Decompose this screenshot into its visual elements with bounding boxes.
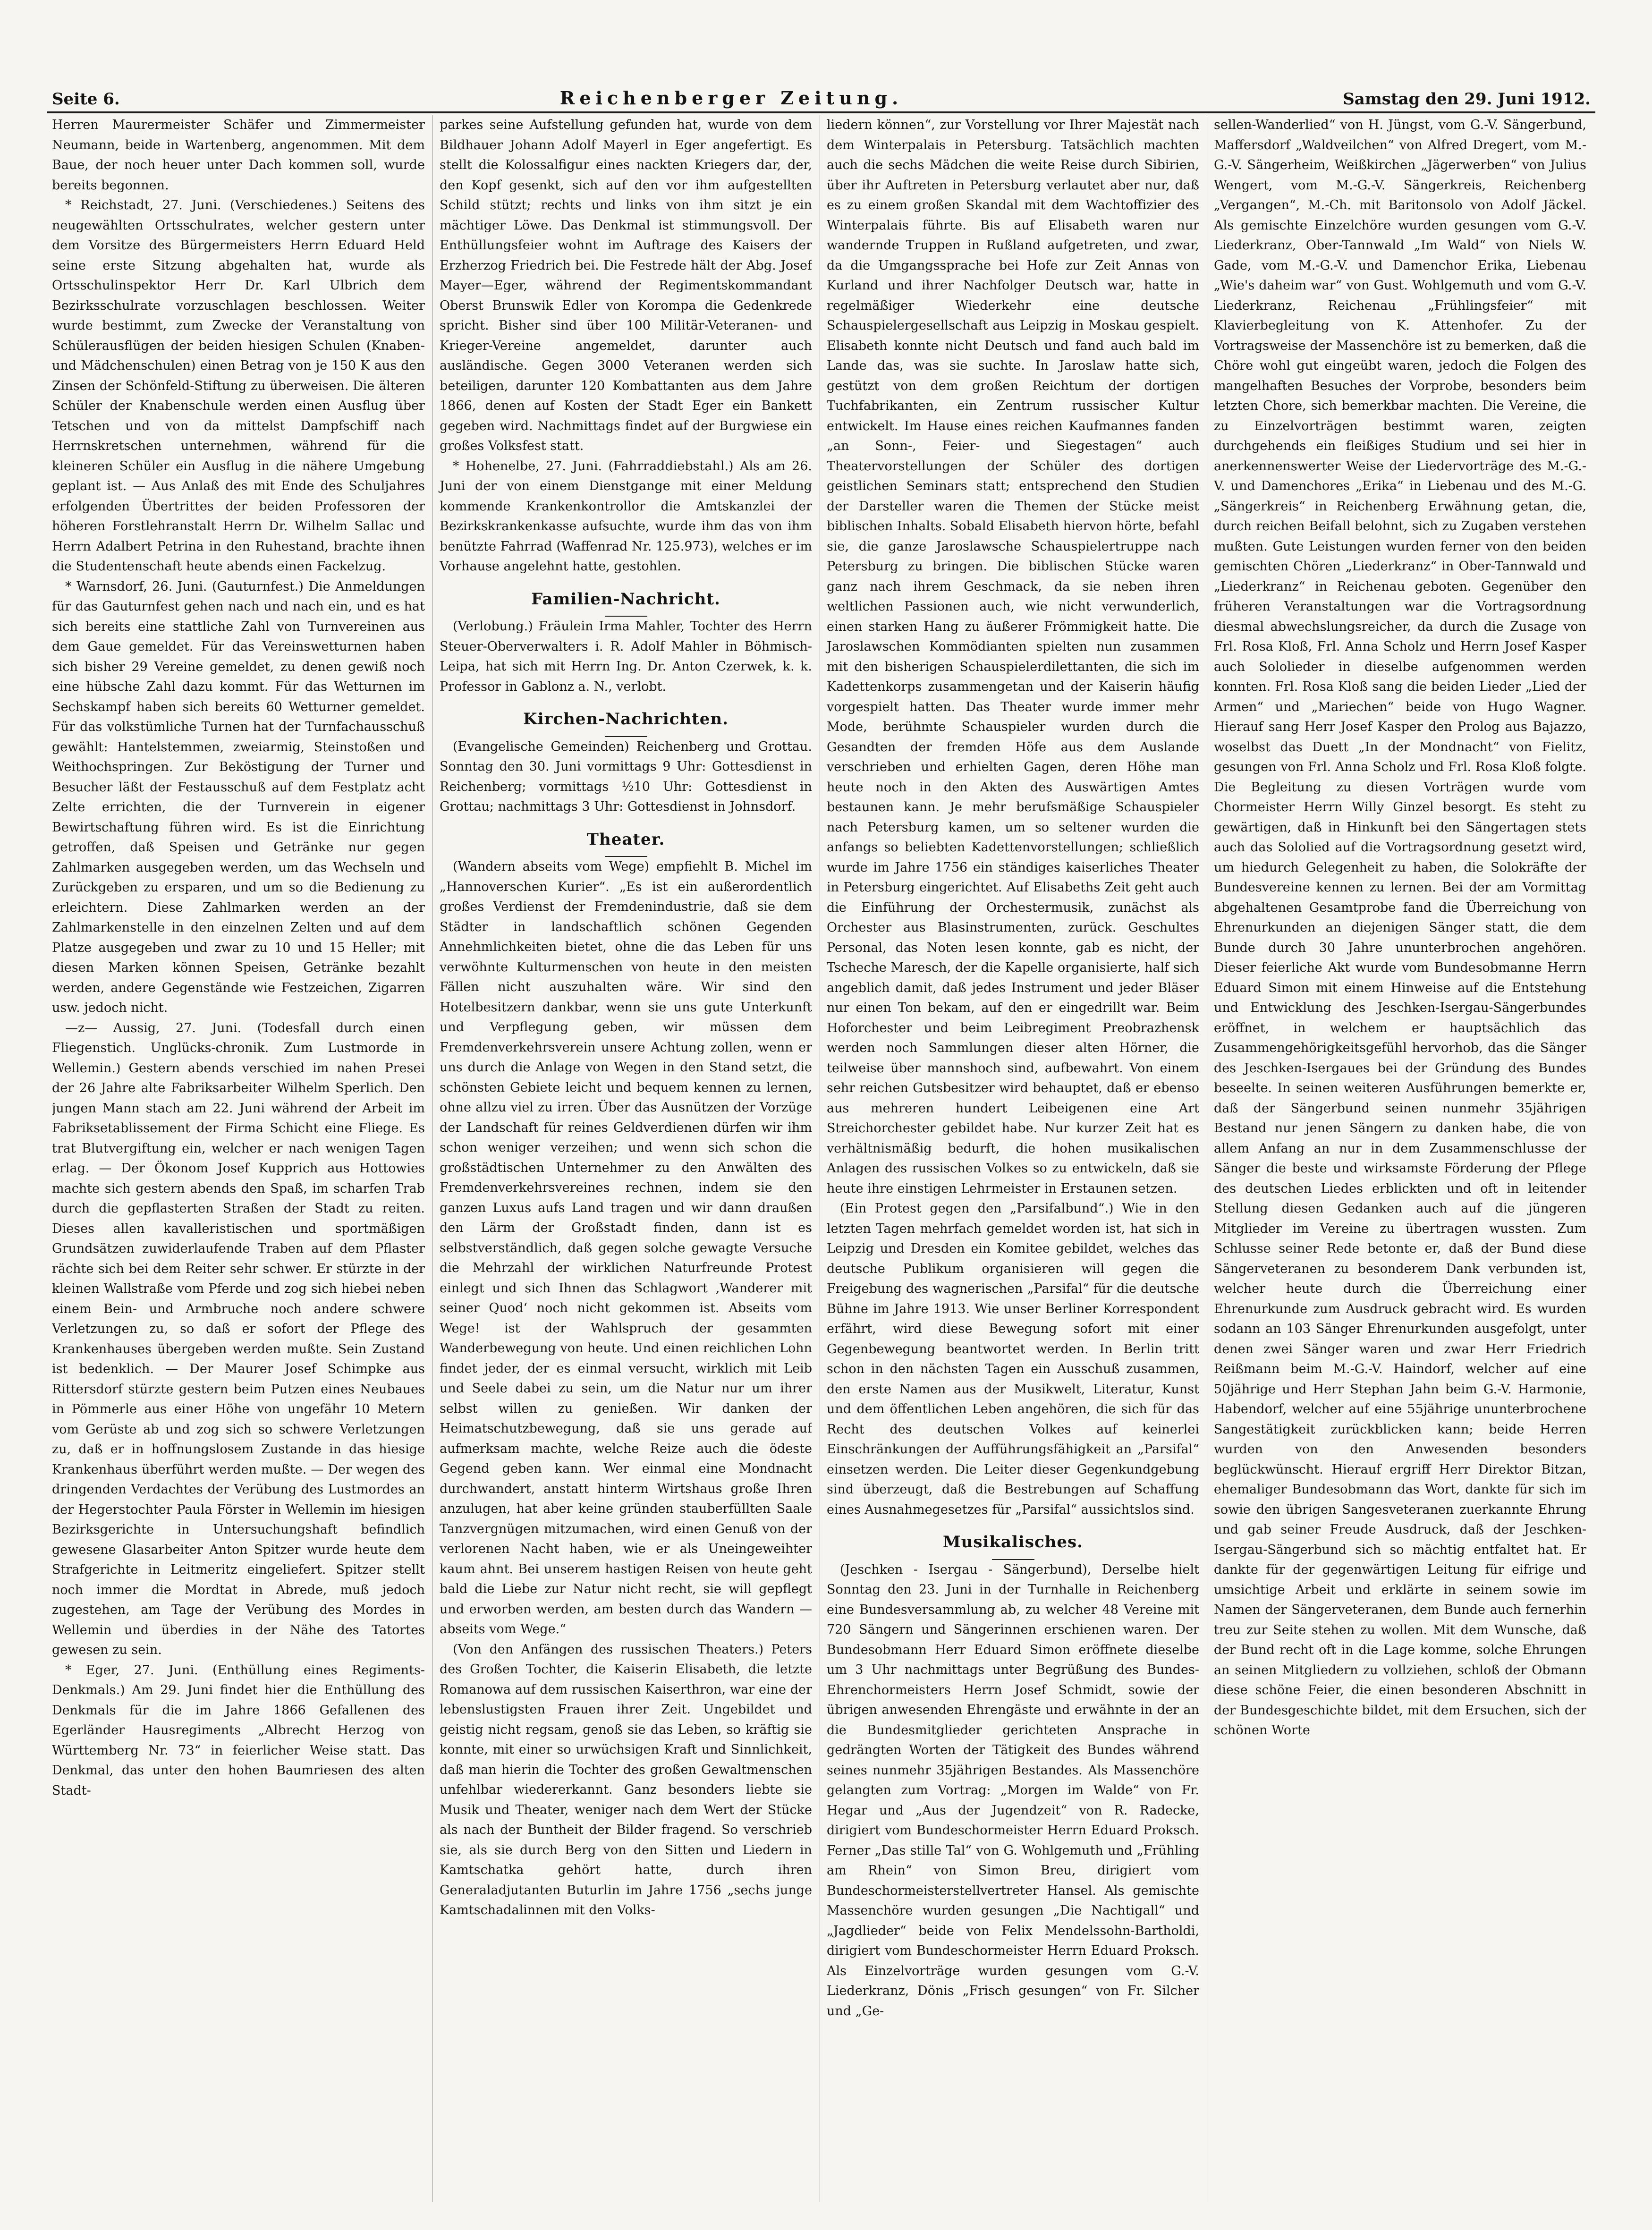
article-paragraph: * Hohenelbe, 27. Juni. (Fahrraddiebstahl.) Als am 26. Juni der von einem Dienstgange mit einer Meldung kommende Krankenkontrollor die Amtskanzlei der Bezirkskrankenkasse aufsuchte, wurde ihm das von ihm benützte Fahrrad (Waffenrad Nr. 125.973), welches er im Vorhause angelehnt hatte, gestohlen. [440, 458, 812, 574]
article-paragraph: * Eger, 27. Juni. (Enthüllung eines Regiments-Denkmals.) Am 29. Juni findet hier die Enthüllung des Denkmals für die im Jahre 1866 Gefallenen des Egerländer Hausregiments „Albrecht Herzog von Württemberg Nr. 73“ in feierlicher Weise statt. Das Denkmal, das unter den hohen Baumriesen des alten Stadt- [52, 1662, 425, 1798]
article-paragraph: (Verlobung.) Fräulein Irma Mahler, Tochter des Herrn Steuer-Oberverwalters i. R. Adolf Mahler in Böhmisch-Leipa, hat sich mit Herrn Ing. Dr. Anton Czerwek, k. k. Professor in Gablonz a. N., verlobt. [440, 619, 812, 694]
article-columns [52, 115, 1601, 2202]
column-2 [432, 115, 812, 2202]
page-number: Seite 6. [52, 90, 120, 109]
article-paragraph: —z— Aussig, 27. Juni. (Todesfall durch einen Fliegenstich. Unglücks-chronik. Zum Lustmorde in Wellemin.) Gestern abends verschied im nahen Presei der 26 Jahre alte Fabriksarbeiter Wilhelm Sperlich. Den jungen Mann stach am 22. Juni während der Arbeit im Fabriksetablissement der Firma Schicht eine Fliege. Es trat Blutvergiftung ein, welcher er nach wenigen Tagen erlag. — Der Ökonom Josef Kupprich aus Hottowies machte sich gestern abends den Spaß, im scharfen Trab durch die gepflasterten Straßen der Stadt zu reiten. Dieses allen kavalleristischen und sportmäßigen Grundsätzen zuwiderlaufende Traben auf dem Pflaster rächte sich bei dem Reiter sehr schwer. Er stürzte in der kleinen Wallstraße vom Pferde und zog sich hiebei neben einem Bein- und Armbruche noch andere schwere Verletzungen zu, so daß er sofort der Pflege des Krankenhauses übergeben werden mußte. Sein Zustand ist bedenklich. — Der Maurer Josef Schimpke aus Rittersdorf stürzte gestern beim Putzen eines Neubaues in Pömmerle aus einer Höhe von ungefähr 10 Metern vom Gerüste ab und zog sich so schwere Verletzungen zu, daß er in hoffnungslosem Zustande in das hiesige Krankenhaus überführt werden mußte. — Der wegen des dringenden Verdachtes der Verübung des Lustmordes an der Hegerstochter Paula Förster in Wellemin im hiesigen Bezirksgerichte in Untersuchungshaft befindlich gewesene Glasarbeiter Anton Spitzer wurde heute dem Strafgerichte in Leitmeritz eingeliefert. Spitzer stellt noch immer die Mordtat in Abrede, muß jedoch zugestehen, am Tage der Verübung des Mordes in Wellemin und überdies in der Nähe des Tatortes gewesen zu sein. [52, 1020, 425, 1657]
article-paragraph: liedern können“, zur Vorstellung vor Ihrer Majestät nach dem Winterpalais in Petersburg. Tatsächlich machten auch die sechs Mädchen die weite Reise durch Sibirien, über ihr Auftreten in Petersburg verlautet aber nur, daß es zu einem großen Skandal mit dem Wachtoffizier des Winterpalais führte. Bis auf Elisabeth waren nur wandernde Truppen in Rußland aufgetreten, und zwar, da die Umgangssprache bei Hofe zur Zeit Annas von Kurland und ihrer Nachfolger Deutsch war, hatte in regelmäßiger Wiederkehr eine deutsche Schauspielergesellschaft aus Leipzig in Moskau gespielt. Elisabeth konnte nicht Deutsch und fand auch bald im Lande das, was sie suchte. In Jaroslaw hatte sich, gestützt von dem großen Reichtum der dortigen Tuchfabrikanten, ein Zentrum russischer Kultur entwickelt. Im Hause eines reichen Kaufmannes fanden „an Sonn-, Feier- und Siegestagen“ auch Theatervorstellungen der Schüler des dortigen geistlichen Seminars statt; entsprechend den Studien der Darsteller waren die Themen der Stücke meist biblischen Inhalts. Sobald Elisabeth hiervon hörte, befahl sie, die ganze Jaroslawsche Schauspielertruppe nach Petersburg zu bringen. Die biblischen Stücke waren ganz nach ihrem Geschmack, da sie neben ihren weltlichen Passionen auch, wie nicht verwunderlich, einen starken Hang zu äußerer Frömmigkeit hatte. Die Jaroslawschen Kommödianten spielten nun zusammen mit den bisherigen Schauspielerdilettanten, die sich im Kadettenkorps zusammengetan und der Kaiserin häufig vorgespielt hatten. Das Theater wurde immer mehr Mode, berühmte Schauspieler wurden durch die Gesandten der fremden Höfe aus dem Auslande verschrieben und erhielten Gagen, deren Höhe man heute noch in den Akten des Auswärtigen Amtes bestaunen kann. Je mehr berufsmäßige Schauspieler nach Petersburg kamen, um so seltener wurden die anfangs so beliebten Kadettenvorstellungen; schließlich wurde im Jahre 1756 ein ständiges kaiserliches Theater in Petersburg eingerichtet. Auf Elisabeths Zeit geht auch die Einführung der Orchestermusik, zunächst als Orchester aus Blasinstrumenten, zurück. Geschultes Personal, das Noten lesen konnte, gab es nicht, der Tscheche Maresch, der die Kapelle organisierte, half sich angeblich damit, daß jedes Instrument und jeder Bläser nur einen Ton bekam, auf den er eingedrillt war. Beim Hoforchester und beim Leibregiment Preobrazhensk werden noch Sammlungen dieser alten Hörner, die teilweise über mannshoch sind, aufbewahrt. Von einem sehr reichen Gutsbesitzer wird behauptet, daß er ebenso aus mehreren hundert Leibeigenen eine Art Streichorchester gebildet habe. Nur kurzer Zeit hat es verhältnismäßig bedurft, die hohen musikalischen Anlagen des russischen Volkes so zu entwickeln, daß sie heute ihre einstigen Lehrmeister in Erstaunen setzen. [827, 118, 1199, 1196]
column-1 [52, 115, 425, 2202]
article-paragraph: parkes seine Aufstellung gefunden hat, wurde von dem Bildhauer Johann Adolf Mayerl in Eger angefertigt. Es stellt die Kolossalfigur eines nackten Kriegers dar, der, den Kopf gesenkt, sich auf den vor ihm aufgestellten Schild stützt; rechts und links von ihm sitzt je ein mächtiger Löwe. Das Denkmal ist stimmungsvoll. Der Enthüllungsfeier wohnt im Auftrage des Kaisers der Erzherzog Friedrich bei. Die Festrede hält der Abg. Josef Mayer—Eger, während der Regimentskommandant Oberst Brunswik Edler von Korompa die Gedenkrede spricht. Bisher sind über 100 Militär-Veteranen- und Krieger-Vereine angemeldet, darunter auch ausländische. Gegen 3000 Veteranen werden sich beteiligen, darunter 120 Kombattanten aus dem Jahre 1866, denen auf Kosten der Stadt Eger ein Bankett gegeben wird. Nachmittags findet auf der Burgwiese ein großes Volksfest statt. [440, 118, 812, 453]
masthead [52, 80, 1591, 109]
article-paragraph: (Wandern abseits vom Wege) empfiehlt B. Michel im „Hannoverschen Kurier“. „Es ist ein außerordentlich großes Verdienst der Fremdenindustrie, daß sie dem Städter in landschaftlich schönen Gegenden Annehmlichkeiten bietet, ohne die das Leben für uns verwöhnte Kulturmenschen von heute in den meisten Fällen nicht auszuhalten wäre. Wir sind den Hotelbesitzern dankbar, wenn sie uns gute Unterkunft und Verpflegung geben, wir müssen dem Fremdenverkehrsverein unsere Achtung zollen, wenn er uns durch die Anlage von Wegen in den Stand setzt, die schönsten Gebiete leicht und bequem kennen zu lernen, ohne allzu viel zu irren. Über das Ausnützen der Vorzüge der Landschaft für reines Geldverdienen dürfen wir ihm schon weniger verzeihen; und wenn sich schon die großstädtischen Unternehmer zu den Anwälten des Fremdenverkehrsvereines rechnen, indem sie den ganzen Luxus aufs Land tragen und wir dann draußen den Lärm der Großstadt finden, dann ist es selbstverständlich, daß gegen solche gewagte Versuche die Mehrzahl der wirklichen Naturfreunde Protest einlegt und sich Ihnen das Schlagwort ‚Wanderer mit seiner Quod‘ noch nicht gekommen ist. Abseits vom Wege! ist der Wahlspruch der gesammten Wanderbewegung von heute. Und einen reichlichen Lohn findet jeder, der es einmal versucht, wirklich mit Leib und Seele dabei zu sein, um die Natur nur um ihrer selbst willen zu genießen. Wir danken der Heimatschutzbewegung, daß sie uns gerade auf aufmerksam machte, welche Reize auch die ödeste Gegend geben kann. Wer einmal eine Mondnacht durchwandert, anstatt hinterm Wirtshaus große Ihren anzulugen, hat aber keine gründen stauberfüllten Saale Tanzvergnügen mitzumachen, wird einen Genuß von der verlorenen Nacht haben, wie er als Uneingeweihter kaum ahnt. Bei unserem hastigen Reisen von heute geht bald die Liebe zur Natur nicht recht, sie will gepflegt und erworben werden, am besten durch das Wandern — abseits vom Wege.“ [440, 859, 812, 1636]
article-paragraph: (Ein Protest gegen den „Parsifalbund“.) Wie in den letzten Tagen mehrfach gemeldet worden ist, hat sich in Leipzig und Dresden ein Komitee gebildet, welches das deutsche Publikum organisieren will gegen die Freigebung des wagnerischen „Parsifal“ für die deutsche Bühne im Jahre 1913. Wie unser Berliner Korrespondent erfährt, wird diese Bewegung sofort mit einer Gegenbewegung beantwortet werden. In Berlin tritt schon in den nächsten Tagen ein Ausschuß zusammen, den erste Namen aus der Musikwelt, Literatur, Kunst und dem öffentlichen Leben angehören, die sich für das Recht des deutschen Volkes auf keinerlei Einschränkungen der Aufführungsfähigkeit an „Parsifal“ einsetzen werden. Die Leiter dieser Gegenkundgebung sind überzeugt, daß die Bestrebungen auf Schaffung eines Ausnahmegesetzes für „Parsifal“ aussichtslos sind. [827, 1201, 1199, 1517]
paper-title: Reichenberger Zeitung. [559, 87, 903, 109]
issue-date: Samstag den 29. Juni 1912. [1343, 90, 1591, 109]
section-heading: Familien-Nachricht. [531, 589, 720, 609]
article-paragraph: sellen-Wanderlied“ von H. Jüngst, vom G.-V. Sängerbund, Maffersdorf „Waldveilchen“ von Alfred Dregert, vom M.-G.-V. Sängerheim, Weißkirchen „Jägerwerben“ von Julius Wengert, vom M.-G.-V. Sängerkreis, Reichenberg „Vergangen“, M.-Ch. mit Baritonsolo von Adolf Jäckel. Als gemischte Einzelchöre wurden gesungen vom G.-V. Liederkranz, Ober-Tannwald „Im Wald“ von Niels W. Gade, vom M.-G.-V. und Damenchor Erika, Liebenau „Wie's daheim war“ von Gust. Wohlgemuth und vom G.-V. Liederkranz, Reichenau „Frühlingsfeier“ mit Klavierbegleitung von K. Attenhofer. Zu der Vortragsweise der Massenchöre ist zu bemerken, daß die Chöre wohl gut eingeübt waren, jedoch die Folgen des mangelhaften Besuches der Vorprobe, besonders beim letzten Chore, sich bemerkbar machten. Die Vereine, die zu Einzelvorträgen bestimmt waren, zeigten durchgehends ein fleißiges Studium und sei hier in anerkennenswerter Weise der Liedervorträge des M.-G.-V. und Damenchores „Erika“ in Liebenau und des M.-G. „Sängerkreis“ in Reichenberg Erwähnung getan, die, durch reichen Beifall belohnt, sich zu Zugaben verstehen mußten. Gute Leistungen wurden ferner von den beiden gemischten Chören „Liederkranz“ in Ober-Tannwald und „Liederkranz“ in Reichenau geboten. Gegenüber den früheren Veranstaltungen war die Vortragsordnung diesmal abwechslungsreicher, da durch die Zusage von Frl. Rosa Kloß, Frl. Anna Scholz und Herrn Josef Kasper auch Sololieder in dieselbe aufgenommen werden konnten. Frl. Rosa Kloß sang die beiden Lieder „Lied der Armen“ und „Mariechen“ beide von Hugo Wagner. Hierauf sang Herr Josef Kasper den Prolog aus Bajazzo, woselbst das Duett „In der Mondnacht“ von Fielitz, gesungen von Frl. Anna Scholz und Frl. Rosa Kloß folgte. Die Begleitung zu diesen Vorträgen wurde vom Chormeister Herrn Willy Ginzel besorgt. Es steht zu gewärtigen, daß in Hinkunft bei den Sängertagen stets auch das Sololied auf die Vortragsordnung gesetzt wird, um hiedurch Gelegenheit zu haben, die Solokräfte der Bundesvereine kennen zu lernen. Bei der am Vormittag abgehaltenen Gesamtprobe fand die Überreichung von Ehrenurkunden an diejenigen Sänger statt, die dem Bunde durch 30 Jahre ununterbrochen angehören. Dieser feierliche Akt wurde vom Bundesobmanne Herrn Eduard Simon mit einem Hinweise auf die Entstehung und Entwicklung des Jeschken-Isergau-Sängerbundes eröffnet, in welchem er hauptsächlich das Zusammengehörigkeitsgefühl hervorhob, das die Sänger des Jeschken-Isergaues bei der Gründung des Bundes beseelte. In seinen weiteren Ausführungen bemerkte er, daß der Sängerbund seinen nunmehr 35jährigen Bestand nur jenen Sängern zu danken habe, die von allem Anfang an nur in dem Zusammenschlusse der Sänger die beste und wirksamste Förderung der Pflege des deutschen Liedes erblickten und oft in leitender Stellung diesen Gedanken auch auf die jüngeren Mitglieder im Vereine zu übertragen wussten. Zum Schlusse seiner Rede betonte er, daß der Bund diese Sängerveteranen zu besonderem Dank verbunden ist, welcher heute durch die Überreichung einer Ehrenurkunde zum Ausdruck gebracht wird. Es wurden sodann an 103 Sänger Ehrenurkunden ausgefolgt, unter denen zwei Sänger waren und zwar Herr Friedrich Reißmann beim M.-G.-V. Haindorf, welcher auf eine 50jährige und Herr Stephan Jahn beim G.-V. Harmonie, Habendorf, welcher auf eine 55jährige ununterbrochene Sangestätigkeit zurückblicken kann; beide Herren wurden von den Anwesenden besonders beglückwünscht. Hierauf ergriff Herr Direktor Bitzan, ehemaliger Bundesobmann das Wort, dankte für sich im sowie den übrigen Sangesveteranen zuerkannte Ehrung und gab seiner Freude Ausdruck, daß der Jeschken-Isergau-Sängerbund sich so mächtig entfaltet hat. Er dankte für der gegenwärtigen Leitung für eifrige und umsichtige Arbeit und erklärte in seinem sowie im Namen der Sängerveteranen, dem Bunde auch fernerhin treu zur Seite stehen zu wollen. Mit dem Wunsche, daß der Bund recht oft in die Lage komme, solche Ehrungen an seinen Mitgliedern zu vollziehen, schloß der Obmann diese schöne Feier, die einen besonderen Abschnitt in der Bundesgeschichte bildet, mit dem Ersuchen, sich der schönen Worte [1214, 118, 1586, 1738]
column-3 [820, 115, 1199, 2202]
section-heading: Musikalisches. [942, 1533, 1083, 1552]
section-heading: Kirchen-Nachrichten. [523, 710, 729, 729]
article-paragraph: * Reichstadt, 27. Juni. (Verschiedenes.) Seitens des neugewählten Ortsschulrates, welcher gestern unter dem Vorsitze des Bürgermeisters Herrn Eduard Held seine erste Sitzung abgehalten hat, wurde als Ortsschulinspektor Herr Dr. Karl Ulbrich dem Bezirksschulrate vorzuschlagen beschlossen. Weiter wurde bestimmt, zum Zwecke der Veranstaltung von Schülerausflügen der beiden hiesigen Schulen (Knaben- und Mädchenschulen) einen Betrag von je 150 K aus den Zinsen der Schönfeld-Stiftung zu überweisen. Die älteren Schüler der Knabenschule werden einen Ausflug über Tetschen und von da mittelst Dampfschiff nach Herrnskretschen unternehmen, während für die kleineren Schüler ein Ausflug in die nähere Umgebung geplant ist. — Aus Anlaß des mit Ende des Schuljahres erfolgenden Übertrittes der beiden Professoren der höheren Forstlehranstalt Herrn Dr. Wilhelm Sallac und Herrn Adalbert Petrina in den Ruhestand, brachte ihnen die Studentenschaft heute abends einen Fackelzug. [52, 198, 425, 574]
masthead-rule [47, 111, 1595, 113]
section-heading: Theater. [586, 830, 665, 849]
column-4 [1207, 115, 1586, 2202]
article-paragraph: (Von den Anfängen des russischen Theaters.) Peters des Großen Tochter, die Kaiserin Elisabeth, die letzte Romanowa auf dem russischen Kaiserthron, war eine der lebenslustigsten Frauen ihrer Zeit. Ungebildet und geistig nicht regsam, genoß sie das Leben, so kräftig sie konnte, mit einer so urwüchsigen Kraft und Sinnlichkeit, daß man hierin die Tochter des großen Gewaltmenschen unfehlbar wiedererkannt. Ganz besonders liebte sie Musik und Theater, weniger nach dem Wert der Stücke als nach der Buntheit der Bilder fragend. So verschrieb sie, als sie durch Berg von den Sitten und Liedern in Kamtschatka gehört hatte, durch ihren Generaladjutanten Buturlin im Jahre 1756 „sechs junge Kamtschadalinnen mit den Volks- [440, 1642, 812, 1917]
article-paragraph: * Warnsdorf, 26. Juni. (Gauturnfest.) Die Anmeldungen für das Gauturnfest gehen nach und nach ein, und es hat sich bereits eine stattliche Zahl von Turnvereinen aus dem Gaue gemeldet. Für das Vereinswetturnen haben sich bisher 29 Vereine gemeldet, zu denen gewiß noch eine hübsche Zahl dazu kommt. Für das Wetturnen im Sechskampf haben sich bereits 60 Wetturner gemeldet. Für das volkstümliche Turnen hat der Turnfachausschuß gewählt: Hantelstemmen, zweiarmig, Steinstoßen und Weithochspringen. Zur Beköstigung der Turner und Besucher läßt der Festausschuß auf dem Festplatz acht Zelte errichten, die der Turnverein in eigener Bewirtschaftung führen wird. Es ist die Einrichtung getroffen, daß Speisen und Getränke nur gegen Zahlmarken ausgegeben werden, um das Wechseln und Zurückgeben zu ersparen, und um so die Bedienung zu erleichtern. Diese Zahlmarken werden an der Zahlmarkenstelle in den einzelnen Zelten und auf dem Platze ausgegeben und zwar zu 10 und 15 Heller; mit diesen Marken können Speisen, Getränke bezahlt werden, andere Gegenstände wie Festzeichen, Zigarren usw. jedoch nicht. [52, 579, 425, 1015]
article-paragraph: (Jeschken - Isergau - Sängerbund), Derselbe hielt Sonntag den 23. Juni in der Turnhalle in Reichenberg eine Bundesversammlung ab, zu welcher 48 Vereine mit 720 Sängern und Sängerinnen erschienen waren. Der Bundesobmann Herr Eduard Simon eröffnete dieselbe um 3 Uhr nachmittags unter Begrüßung des Bundes-Ehrenchormeisters Herrn Josef Schmidt, sowie der übrigen anwesenden Ehrengäste und erwähnte in der an die Bundesmitglieder gerichteten Ansprache in gedrängten Worten der Tätigkeit des Bundes während seines nunmehr 35jährigen Bestandes. Als Massenchöre gelangten zum Vortrag: „Morgen im Walde“ von Fr. Hegar und „Aus der Jugendzeit“ von R. Radecke, dirigiert vom Bundeschormeister Herrn Eduard Proksch. Ferner „Das stille Tal“ von G. Wohlgemuth und „Frühling am Rhein“ von Simon Breu, dirigiert vom Bundeschormeisterstellvertreter Hansel. Als gemischte Massenchöre wurden gesungen „Die Nachtigall“ und „Jagdlieder“ beide von Felix Mendelssohn-Bartholdi, dirigiert vom Bundeschormeister Herrn Eduard Proksch. Als Einzelvorträge wurden gesungen vom G.-V. Liederkranz, Dönis „Frisch gesungen“ von Fr. Silcher und „Ge- [827, 1562, 1199, 2018]
article-paragraph: (Evangelische Gemeinden) Reichenberg und Grottau. Sonntag den 30. Juni vormittags 9 Uhr: Gottesdienst in Reichenberg; vormittags ½10 Uhr: Gottesdienst in Grottau; nachmittags 3 Uhr: Gottesdienst in Johnsdorf. [440, 739, 812, 814]
article-paragraph: Herren Maurermeister Schäfer und Zimmermeister Neumann, beide in Wartenberg, angenommen. Mit dem Baue, der noch heuer unter Dach kommen soll, wurde bereits begonnen. [52, 118, 425, 193]
